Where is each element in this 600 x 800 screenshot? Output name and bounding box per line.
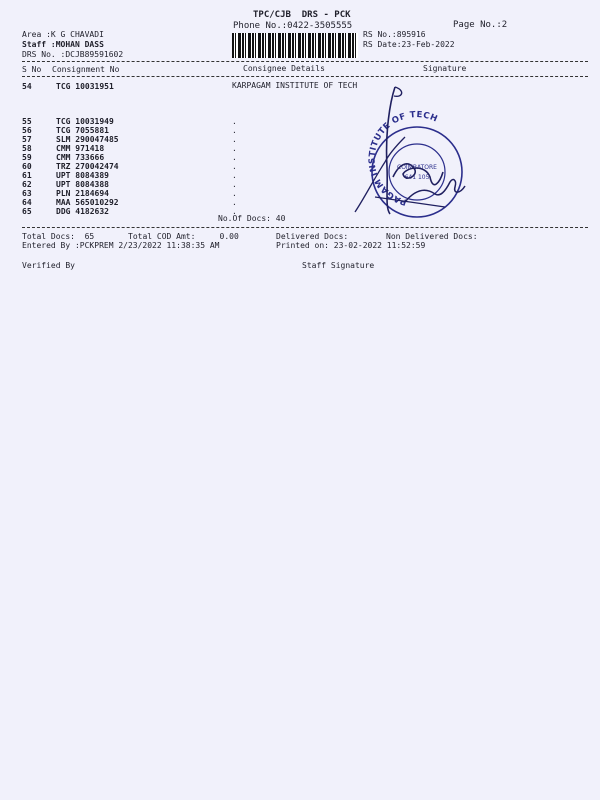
verified-by: Verified By <box>22 261 75 270</box>
row-consignee: . <box>232 153 237 162</box>
row-consignment: UPT 8084389 <box>56 171 109 180</box>
row-sno: 60 <box>22 162 32 171</box>
no-of-docs: No.Of Docs: 40 <box>218 214 286 223</box>
total-cod-amount: Total COD Amt: 0.00 <box>128 232 239 241</box>
table-row <box>22 135 322 144</box>
row-sno: 57 <box>22 135 32 144</box>
row-consignment: CMM 971418 <box>56 144 105 153</box>
row-consignee: . <box>232 198 237 207</box>
row-sno: 62 <box>22 180 32 189</box>
row-consignee: . <box>232 162 237 171</box>
non-delivered-docs: Non Delivered Docs: <box>386 232 478 241</box>
row-consignee: . <box>232 189 237 198</box>
column-sno: S No <box>22 65 42 74</box>
row-54-consignment: TCG 10031951 <box>56 82 114 91</box>
row-sno: 65 <box>22 207 32 216</box>
row-sno: 61 <box>22 171 32 180</box>
total-docs: Total Docs: 65 <box>22 232 95 241</box>
row-consignment: SLM 290047485 <box>56 135 119 144</box>
delivered-docs: Delivered Docs: <box>276 232 349 241</box>
row-sno: 63 <box>22 189 32 198</box>
column-signature: Signature <box>423 64 467 73</box>
row-consignment: TRZ 270042474 <box>56 162 119 171</box>
table-row <box>22 162 322 171</box>
row-consignment: TCG 7055881 <box>56 126 109 135</box>
entered-by: Entered By :PCKPREM 2/23/2022 11:38:35 AM <box>22 241 220 250</box>
table-row <box>22 198 322 207</box>
area-label: Area :K G CHAVADI <box>22 30 104 39</box>
row-consignment: UPT 8084388 <box>56 180 109 189</box>
row-consignee: . <box>232 144 237 153</box>
row-54-sno: 54 <box>22 82 32 91</box>
page-number: Page No.:2 <box>453 20 508 30</box>
row-consignee: . <box>232 207 237 216</box>
row-consignment: CMM 733666 <box>56 153 105 162</box>
row-consignment: DDG 4182632 <box>56 207 109 216</box>
row-sno: 58 <box>22 144 32 153</box>
row-consignee: . <box>232 135 237 144</box>
table-row <box>22 180 322 189</box>
rs-date: RS Date:23-Feb-2022 <box>363 40 455 49</box>
barcode <box>232 33 358 58</box>
table-row <box>22 117 322 126</box>
row-54-consignee: KARPAGAM INSTITUTE OF TECH <box>232 81 358 90</box>
row-consignment: TCG 10031949 <box>56 117 114 126</box>
table-row <box>22 144 322 153</box>
row-consignment: MAA 565010292 <box>56 198 119 207</box>
drs-number: DRS No. :DCJB89591602 <box>22 50 124 59</box>
divider-footer <box>22 227 588 228</box>
institute-stamp <box>345 82 480 227</box>
stamp-center-city: COIMBATORE <box>397 164 437 171</box>
table-row <box>22 189 322 198</box>
row-sno: 56 <box>22 126 32 135</box>
row-sno: 59 <box>22 153 32 162</box>
printed-on: Printed on: 23-02-2022 11:52:59 <box>276 241 426 250</box>
column-consignment: Consignment No <box>52 65 120 74</box>
row-consignee: . <box>232 126 237 135</box>
divider-top <box>22 61 588 62</box>
row-consignee: . <box>232 180 237 189</box>
stamp-center-pin: 641 105 <box>404 174 430 181</box>
row-consignee: . <box>232 117 237 126</box>
table-row <box>22 153 322 162</box>
row-sno: 64 <box>22 198 32 207</box>
table-row <box>22 126 322 135</box>
staff-label: Staff :MOHAN DASS <box>22 40 104 49</box>
column-consignee: Consignee Details <box>243 64 325 73</box>
divider-header <box>22 76 588 77</box>
rs-number: RS No.:895916 <box>363 30 426 39</box>
stamp-ring-text: PAGAM INSTITUTE OF TECH <box>367 110 440 207</box>
staff-signature: Staff Signature <box>302 261 375 270</box>
row-consignee: . <box>232 171 237 180</box>
svg-text:PAGAM INSTITUTE OF TECH <box>368 110 440 207</box>
document-title: TPC/CJB DRS - PCK <box>253 10 351 20</box>
row-consignment: PLN 2184694 <box>56 189 109 198</box>
table-row <box>22 171 322 180</box>
phone-number: Phone No.:0422-3505555 <box>233 21 353 31</box>
row-sno: 55 <box>22 117 32 126</box>
